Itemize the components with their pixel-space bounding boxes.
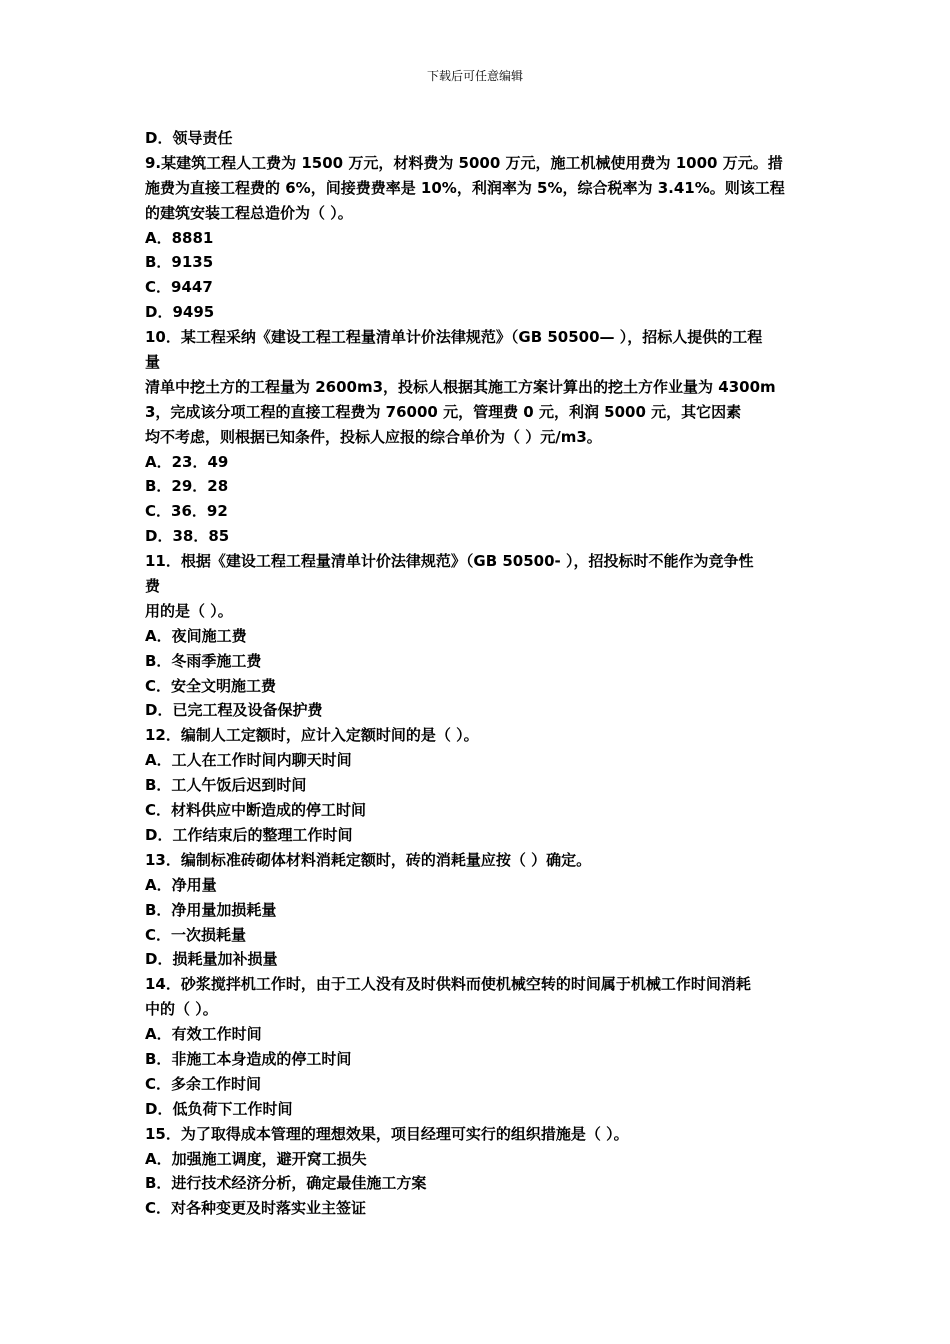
option-line: C．安全文明施工费 <box>145 676 277 695</box>
question-9-line: 9.某建筑工程人工费为 1500 万元，材料费为 5000 万元，施工机械使用费为 1000 万元。措 <box>145 153 783 172</box>
question-11-line: 11．根据《建设工程工程量清单计价法律规范》（GB 50500- ），招投标时不能作为竞争性 <box>145 552 754 571</box>
text-line: 均不考虑，则根据已知条件，投标人应报的综合单价为（ ）元/m3。 <box>145 427 602 446</box>
option-line: B．净用量加损耗量 <box>145 900 277 919</box>
question-12-line: 12．编制人工定额时，应计入定额时间的是（ ）。 <box>145 726 479 745</box>
text-line: 费 <box>145 577 161 596</box>
document-body <box>145 126 815 1221</box>
option-line: C．一次损耗量 <box>145 925 247 944</box>
page-header: 下载后可任意编辑 <box>426 69 523 83</box>
question-13-line: 13．编制标准砖砌体材料消耗定额时，砖的消耗量应按（ ）确定。 <box>145 850 592 869</box>
option-line: A．工人在工作时间内聊天时间 <box>145 751 352 770</box>
option-line: A．夜间施工费 <box>145 626 247 645</box>
text-line: 清单中挖土方的工程量为 2600m3，投标人根据其施工方案计算出的挖土方作业量为 4300m <box>145 377 776 396</box>
option-line: C．材料供应中断造成的停工时间 <box>145 801 367 820</box>
option-line: B．工人午饭后迟到时间 <box>145 776 307 795</box>
text-line: D．领导责任 <box>145 129 233 147</box>
option-line: D．低负荷下工作时间 <box>145 1099 293 1118</box>
text-line: 量 <box>145 353 161 372</box>
option-line: B．进行技术经济分析，确定最佳施工方案 <box>145 1174 427 1193</box>
option-line: D．9495 <box>145 303 215 322</box>
question-14-line: 14．砂浆搅拌机工作时，由于工人没有及时供料而使机械空转的时间属于机械工作时间消耗 <box>145 975 751 994</box>
option-line: C．9447 <box>145 278 213 297</box>
option-line: D．工作结束后的整理工作时间 <box>145 825 353 844</box>
option-line: A．加强施工调度，避开窝工损失 <box>145 1149 367 1168</box>
option-line: D．损耗量加补损量 <box>145 950 278 969</box>
option-line: C．多余工作时间 <box>145 1074 262 1093</box>
option-line: A．有效工作时间 <box>145 1025 262 1044</box>
text-line: 施费为直接工程费的 6%，间接费费率是 10%，利润率为 5%，综合税率为 3.41%。则该工程 <box>145 178 785 197</box>
text-line: 3，完成该分项工程的直接工程费为 76000 元，管理费 0 元，利润 5000 元，其它因素 <box>145 402 742 421</box>
option-line: D．已完工程及设备保护费 <box>145 701 323 720</box>
text-line: 的建筑安装工程总造价为（ ）。 <box>145 203 353 222</box>
option-line: B．非施工本身造成的停工时间 <box>145 1049 352 1068</box>
text-line: 用的是（ ）。 <box>145 601 233 620</box>
option-line: C．对各种变更及时落实业主签证 <box>145 1199 367 1218</box>
question-15-line: 15．为了取得成本管理的理想效果，项目经理可实行的组织措施是（ ）。 <box>145 1124 629 1143</box>
text-line: 中的（ ）。 <box>145 1000 218 1019</box>
option-line: A．8881 <box>145 228 214 247</box>
option-line: B．9135 <box>145 253 214 272</box>
option-line: D．38．85 <box>145 527 230 546</box>
option-line: C．36．92 <box>145 502 228 521</box>
option-line: A．净用量 <box>145 875 217 894</box>
option-line: B．29．28 <box>145 477 229 496</box>
option-line: A．23．49 <box>145 452 229 471</box>
option-line: B．冬雨季施工费 <box>145 651 262 670</box>
question-10-line: 10．某工程采纳《建设工程工程量清单计价法律规范》（GB 50500— ），招标人提供的工程 <box>145 328 763 347</box>
